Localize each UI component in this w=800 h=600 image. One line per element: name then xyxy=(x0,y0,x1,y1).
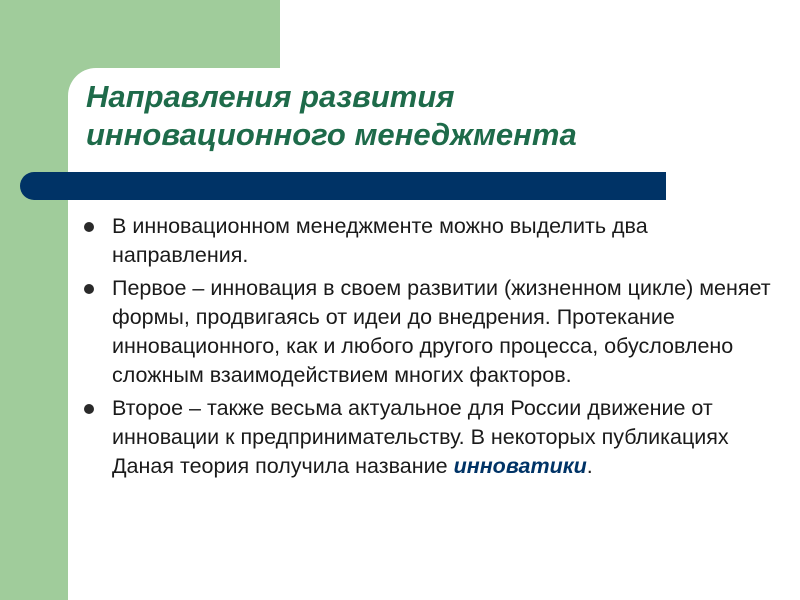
bullet-emphasis-term: инноватики xyxy=(453,454,587,478)
bullet-item-1 xyxy=(82,212,772,270)
bullet-list xyxy=(82,212,772,485)
bullet-item-2 xyxy=(82,274,772,390)
bullet-dot-icon xyxy=(84,222,94,232)
title-line-2: инновационного менеджмента xyxy=(86,117,577,152)
bullet-text-2: Первое – инновация в своем развитии (жизненном цикле) меняет формы, продвигаясь от идеи до внедрения. Протекание инновационного, как и любого другого процесса, обусловлено сложным взаимодействием многих факторов. xyxy=(112,276,771,387)
bullet-text-3-end: . xyxy=(586,454,593,478)
bullet-text-1: В инновационном менеджменте можно выделить два направления. xyxy=(112,214,648,267)
bullet-dot-icon xyxy=(84,284,94,294)
bullet-item-3 xyxy=(82,394,772,481)
green-left-decor xyxy=(0,0,68,600)
title-line-1: Направления развития xyxy=(86,79,455,114)
bullet-dot-icon xyxy=(84,404,94,414)
title-divider-bar xyxy=(20,172,666,200)
slide-title xyxy=(86,78,726,154)
bullet-text-3: Второе – также весьма актуальное для России движение от инновации к предпринимательству. В некоторых публикациях Даная теория получила название xyxy=(112,396,729,478)
